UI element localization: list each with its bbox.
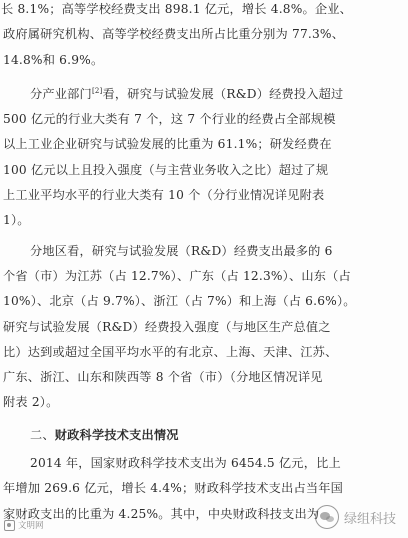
text-line-14: 比）达到或超过全国平均水平的有北京、上海、天津、江苏、 [3, 344, 338, 359]
text-line-8: 上工业平均水平的行业大类有 10 个（分行业情况详见附表 [3, 187, 325, 202]
brand-watermark [315, 505, 396, 529]
text-line-4 [30, 86, 343, 102]
text-line-5: 500 亿元的行业大类有 7 个，这 7 个行业的经费占全部规模 [3, 112, 336, 127]
text-line-2: 政府属研究机构、高等学校经费支出所占比重分别为 77.3%、 [3, 27, 345, 42]
text-line-11: 个省（市）为江苏（占 12.7%）、广东（占 12.3%）、山东（占 [3, 268, 351, 283]
source-watermark [4, 519, 44, 531]
text-line-3: 14.8%和 6.9%。 [3, 52, 104, 67]
footnote-mark: [2] [91, 86, 103, 95]
text-line-7: 100 亿元以上且投入强度（与主营业务收入之比）超过了规 [3, 162, 329, 177]
text-line-13: 研究与试验发展（R&D）经费投入强度（与地区生产总值之 [3, 319, 331, 334]
text-line-9: 1）。 [3, 213, 30, 228]
text-line-6: 以上工业企业研究与试验发展的比重为 61.1%；研发经费在 [3, 137, 332, 152]
brand-watermark-text: 绿组科技 [343, 511, 396, 527]
text-segment: 看，研究与试验发展（R&D）经费投入超过 [102, 86, 344, 101]
watermark-icon [4, 520, 15, 531]
text-segment: 分产业部门 [30, 86, 92, 101]
text-line-12: 10%）、北京（占 9.7%）、浙江（占 7%）和上海（占 6.6%）。 [3, 294, 356, 309]
text-line-10: 分地区看，研究与试验发展（R&D）经费支出最多的 6 [30, 243, 333, 258]
brand-logo-icon [315, 505, 339, 529]
text-line-17: 2014 年，国家财政科学技术支出为 6454.5 亿元，比上 [30, 456, 341, 471]
text-line-18: 年增加 269.6 亿元，增长 4.4%；财政科学技术支出占当年国 [3, 481, 344, 496]
text-line-1: 长 8.1%；高等学校经费支出 898.1 亿元，增长 4.8%。企业、 [1, 2, 353, 16]
text-line-19: 家财政支出的比重为 4.25%。其中，中央财政科技支出为 [3, 506, 320, 521]
text-line-15: 广东、浙江、山东和陕西等 8 个省（市）（分地区情况详见 [3, 370, 323, 385]
section-number: 二、 [30, 428, 55, 443]
section-title: 财政科学技术支出情况 [54, 428, 179, 443]
source-watermark-text: 文明网 [18, 521, 44, 531]
text-line-16: 附表 2）。 [3, 395, 59, 410]
section-heading [30, 427, 179, 443]
